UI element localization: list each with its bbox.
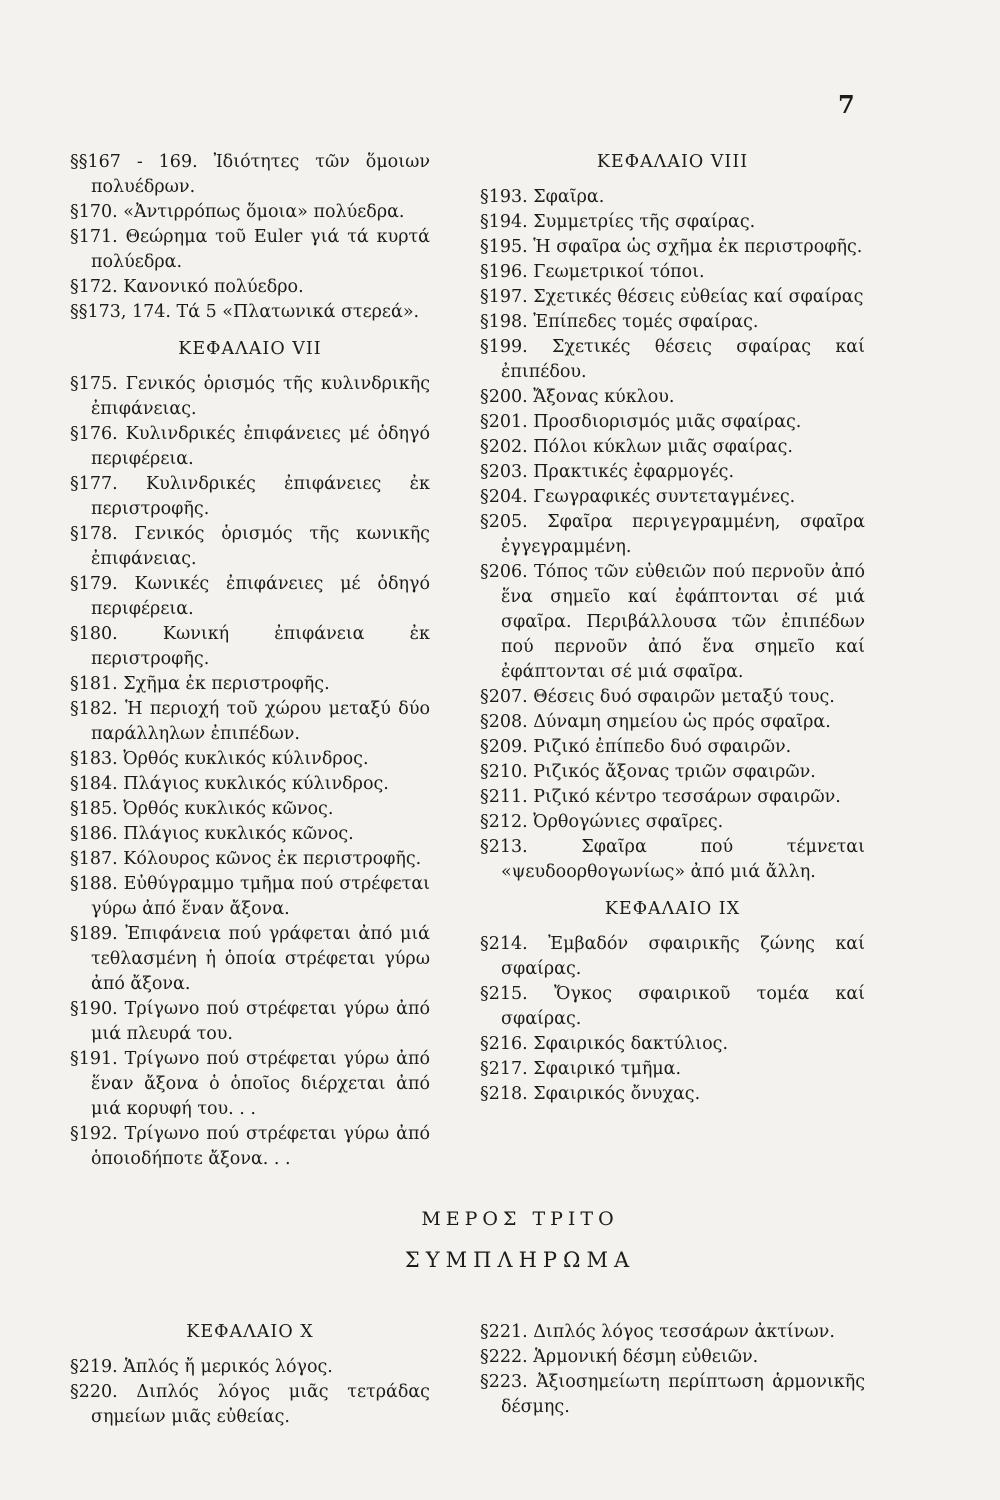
toc-entry: §184. Πλάγιος κυκλικός κύλινδρος. — [70, 774, 389, 794]
toc-entry: §215. Ὄγκος σφαιρικοῦ τομέα καί σφαίρας. — [480, 984, 865, 1029]
toc-entry: §220. Διπλός λόγος μιᾶς τετράδας σημείων μιᾶς εὐθείας. — [70, 1382, 430, 1427]
toc-entry: §204. Γεωγραφικές συντεταγμένες. — [480, 487, 796, 507]
toc-entry: §203. Πρακτικές ἐφαρμογές. — [480, 462, 735, 482]
toc-entry: §193. Σφαῖρα. — [480, 187, 605, 207]
chapter-heading: ΚΕΦΑΛΑΙΟ VIII — [596, 152, 749, 172]
toc-entry: §175. Γενικός ὁρισμός τῆς κυλινδρικῆς ἐπιφάνειας. — [70, 374, 430, 419]
part-heading — [0, 1208, 1000, 1272]
toc-entry: §197. Σχετικές θέσεις εὐθείας καί σφαίρας — [480, 287, 864, 307]
toc-entry: §211. Ριζικό κέντρο τεσσάρων σφαιρῶν. — [480, 787, 841, 807]
toc-entry: §199. Σχετικές θέσεις σφαίρας καί ἐπιπέδου. — [480, 337, 865, 382]
toc-entry: §208. Δύναμη σημείου ὡς πρός σφαῖρα. — [480, 712, 831, 732]
toc-entry: §222. Ἁρμονική δέσμη εὐθειῶν. — [480, 1347, 759, 1367]
right-column-bottom — [480, 1320, 865, 1420]
toc-entry: §210. Ριζικός ἄξονας τριῶν σφαιρῶν. — [480, 762, 816, 782]
toc-entry: §187. Κόλουρος κῶνος ἐκ περιστροφῆς. — [70, 849, 422, 869]
toc-entry: §178. Γενικός ὁρισμός τῆς κωνικῆς ἐπιφάνειας. — [70, 524, 430, 569]
toc-entry: §217. Σφαιρικό τμῆμα. — [480, 1059, 682, 1079]
toc-entry: §172. Κανονικό πολύεδρο. — [70, 277, 304, 297]
page-number: 7 — [838, 90, 855, 119]
toc-entry: §214. Ἐμβαδόν σφαιρικῆς ζώνης καί σφαίρας. — [480, 934, 865, 979]
toc-entry: §189. Ἐπιφάνεια πού γράφεται ἀπό μιά τεθλασμένη ἡ ὁποία στρέφεται γύρω ἀπό ἄξονα. — [70, 924, 430, 994]
toc-entry: §200. Ἄξονας κύκλου. — [480, 387, 675, 407]
toc-entry: §185. Ὀρθός κυκλικός κῶνος. — [70, 799, 334, 819]
toc-entry: §221. Διπλός λόγος τεσσάρων ἀκτίνων. — [480, 1322, 835, 1342]
toc-entry: §182. Ἡ περιοχή τοῦ χώρου μεταξύ δύο παράλληλων ἐπιπέδων. — [70, 699, 430, 744]
toc-entry: §191. Τρίγωνο πού στρέφεται γύρω ἀπό ἕναν ἄξονα ὁ ὁποῖος διέρχεται ἀπό μιά κορυφή του. . . — [70, 1049, 430, 1119]
toc-entry: §196. Γεωμετρικοί τόποι. — [480, 262, 705, 282]
toc-entry: §205. Σφαῖρα περιγεγραμμένη, σφαῖρα ἐγγεγραμμένη. — [480, 512, 865, 557]
toc-entry: §212. Ὀρθογώνιες σφαῖρες. — [480, 812, 724, 832]
toc-entry: §171. Θεώρημα τοῦ Euler γιά τά κυρτά πολύεδρα. — [70, 227, 430, 272]
toc-entry: §213. Σφαῖρα πού τέμνεται «ψευδοορθογωνίως» ἀπό μιά ἄλλη. — [480, 837, 865, 882]
toc-entry: §183. Ὀρθός κυκλικός κύλινδρος. — [70, 749, 369, 769]
left-column-top — [70, 150, 430, 1172]
toc-entry: §223. Ἀξιοσημείωτη περίπτωση ἁρμονικῆς δέσμης. — [480, 1372, 865, 1417]
toc-entry: §216. Σφαιρικός δακτύλιος. — [480, 1034, 729, 1054]
toc-entry: §218. Σφαιρικός ὄνυχας. — [480, 1084, 701, 1104]
toc-entry: §201. Προσδιορισμός μιᾶς σφαίρας. — [480, 412, 802, 432]
right-column-top — [480, 150, 865, 1107]
toc-entry: §202. Πόλοι κύκλων μιᾶς σφαίρας. — [480, 437, 793, 457]
toc-entry: §194. Συμμετρίες τῆς σφαίρας. — [480, 212, 756, 232]
toc-entry: §§167 - 169. Ἰδιότητες τῶν ὅμοιων πολυέδρων. — [70, 152, 430, 197]
toc-entry: §195. Ἡ σφαῖρα ὡς σχῆμα ἐκ περιστροφῆς. — [480, 237, 863, 257]
toc-entry: §176. Κυλινδρικές ἐπιφάνειες μέ ὁδηγό περιφέρεια. — [70, 424, 430, 469]
toc-entry: §177. Κυλινδρικές ἐπιφάνειες ἐκ περιστροφῆς. — [70, 474, 430, 519]
toc-entry: §§173, 174. Τά 5 «Πλατωνικά στερεά». — [70, 302, 420, 322]
chapter-heading: ΚΕΦΑΛΑΙΟ X — [186, 1322, 314, 1342]
chapter-heading: ΚΕΦΑΛΑΙΟ IX — [604, 899, 741, 919]
toc-entry: §198. Ἐπίπεδες τομές σφαίρας. — [480, 312, 759, 332]
toc-entry: §190. Τρίγωνο πού στρέφεται γύρω ἀπό μιά πλευρά του. — [70, 999, 430, 1044]
toc-entry: §179. Κωνικές ἐπιφάνειες μέ ὁδηγό περιφέρεια. — [70, 574, 430, 619]
toc-entry: §207. Θέσεις δυό σφαιρῶν μεταξύ τους. — [480, 687, 835, 707]
part-subtitle: ΣΥΜΠΛΗΡΩΜΑ — [404, 1248, 636, 1272]
toc-entry: §209. Ριζικό ἐπίπεδο δυό σφαιρῶν. — [480, 737, 792, 757]
left-column-bottom — [70, 1320, 430, 1430]
toc-entry: §186. Πλάγιος κυκλικός κῶνος. — [70, 824, 354, 844]
toc-entry: §219. Ἁπλός ἤ μερικός λόγος. — [70, 1357, 333, 1377]
chapter-heading: ΚΕΦΑΛΑΙΟ VII — [178, 339, 322, 359]
toc-entry: §192. Τρίγωνο πού στρέφεται γύρω ἀπό ὁποιοδήποτε ἄξονα. . . — [70, 1124, 430, 1169]
part-title: ΜΕΡΟΣ ΤΡΙΤΟ — [421, 1208, 619, 1230]
toc-entry: §170. «Ἀντιρρόπως ὅμοια» πολύεδρα. — [70, 202, 405, 222]
toc-entry: §180. Κωνική ἐπιφάνεια ἐκ περιστροφῆς. — [70, 624, 430, 669]
toc-entry: §206. Τόπος τῶν εὐθειῶν πού περνοῦν ἀπό ἕνα σημεῖο καί ἐφάπτονται σέ μιά σφαῖρα. Περιβάλλουσα τῶν ἐπιπέδων πού περνοῦν ἀπό ἕνα σημεῖο καί ἐφάπτονται σέ μιά σφαῖρα. — [480, 562, 865, 682]
toc-entry: §181. Σχῆμα ἐκ περιστροφῆς. — [70, 674, 330, 694]
toc-entry: §188. Εὐθύγραμμο τμῆμα πού στρέφεται γύρω ἀπό ἕναν ἄξονα. — [70, 874, 430, 919]
